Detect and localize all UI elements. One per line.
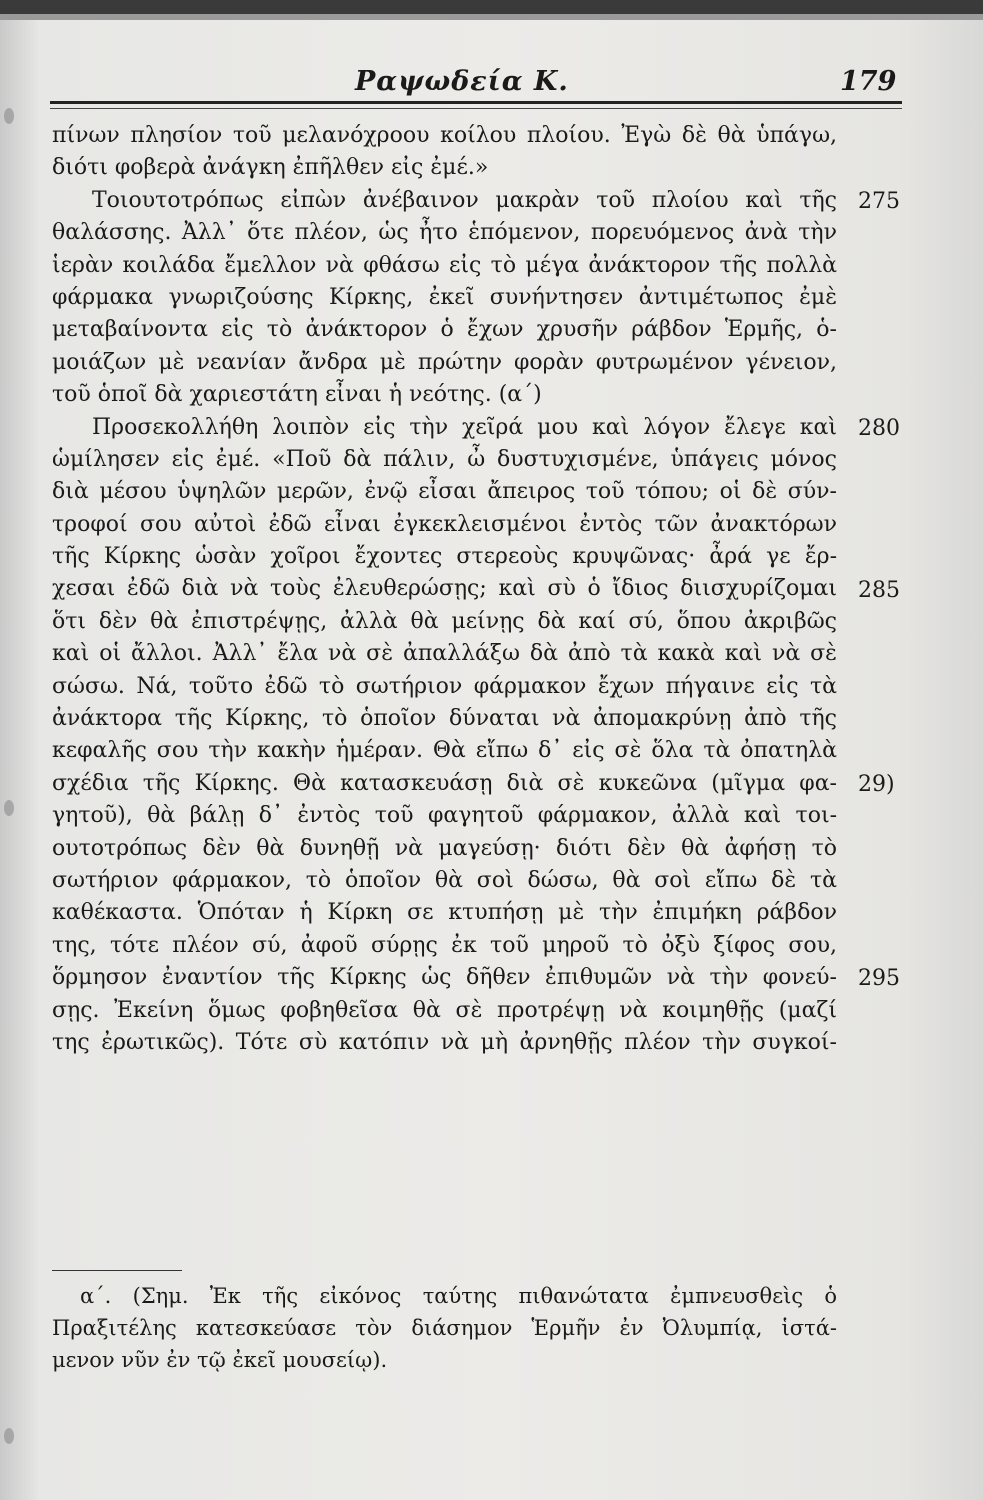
footnote-line: μενον νῦν ἐν τῷ ἐκεῖ μουσείῳ). [52,1348,388,1372]
binding-hole-mark [4,108,14,124]
text-line: φάρμακα γνωριζούσης Κίρκης, ἐκεῖ συνήντησεν ἀντιμέτωπος ἐμὲ [52,284,837,310]
text-line: της, τότε πλέον σύ, ἀφοῦ σύρῃς ἐκ τοῦ μηροῦ τὸ ὀξὺ ξίφος σου, [52,932,837,958]
text-line: ἀνάκτορα τῆς Κίρκης, τὸ ὁποῖον δύναται νὰ ἀπομακρύνῃ ἀπὸ τῆς [52,706,837,732]
binding-hole-mark [4,1428,14,1444]
text-line: γητοῦ), θὰ βάλῃ δ᾽ ἐντὸς τοῦ φαγητοῦ φάρμακον, ἀλλὰ καὶ τοι- [52,803,837,829]
text-line: μοιάζων μὲ νεανίαν ἄνδρα μὲ πρώτην φορὰν φυτρωμένον γένειον, [52,349,837,375]
text-line: σωτήριον φάρμακον, τὸ ὁποῖον θὰ σοὶ δώσω, θὰ σοὶ εἴπω δὲ τὰ [52,867,837,893]
scan-top-shadow [0,14,983,20]
footnote [52,1280,837,1376]
text-line: καὶ οἱ ἄλλοι. Ἀλλ᾽ ἔλα νὰ σὲ ἀπαλλάξω δὰ ἀπὸ τὰ κακὰ καὶ νὰ σὲ [52,641,837,667]
text-line: ὡμίλησεν εἰς ἐμέ. «Ποῦ δὰ πάλιν, ὦ δυστυχισμένε, ὑπάγεις μόνος [52,446,837,472]
line-number: 295 [858,966,900,992]
line-number: 29) [858,772,895,797]
running-header-title: Ραψωδεία Κ. [355,66,569,97]
text-line: τοῦ ὁποῖ δὰ χαριεστάτη εἶναι ἡ νεότης. (α΄) [52,382,542,408]
text-line: της ἐρωτικῶς). Τότε σὺ κατόπιν νὰ μὴ ἀρνηθῇς πλέον τὴν συγκοί- [52,1029,837,1055]
page-number: 179 [840,66,897,97]
text-line: Προσεκολλήθη λοιπὸν εἰς τὴν χεῖρά μου καὶ λόγον ἔλεγε καὶ [92,414,837,440]
text-line: σώσω. Νά, τοῦτο ἐδῶ τὸ σωτήριον φάρμακον ἔχων πήγαινε εἰς τὰ [52,673,837,699]
header-rule-thick [50,101,902,104]
line-number: 280 [858,415,900,441]
text-line: ὅτι δὲν θὰ ἐπιστρέψῃς, ἀλλὰ θὰ μείνῃς δὰ καί σύ, ὅπου ἀκριβῶς [52,608,837,634]
text-line: Τοιουτοτρόπως εἰπὼν ἀνέβαινον μακρὰν τοῦ πλοίου καὶ τῆς [92,187,837,213]
line-number: 275 [858,188,900,214]
text-line: χεσαι ἐδῶ διὰ νὰ τοὺς ἐλευθερώσῃς; καὶ σὺ ὁ ἴδιος διισχυρίζομαι [52,576,837,602]
text-line: τροφοί σου αὐτοὶ ἐδῶ εἶναι ἐγκεκλεισμένοι ἐντὸς τῶν ἀνακτόρων [52,511,837,537]
text-line: καθέκαστα. Ὁπόταν ἡ Κίρκη σε κτυπήσῃ μὲ τὴν ἐπιμήκη ράβδον [52,900,837,926]
text-line: ἱερὰν κοιλάδα ἔμελλον νὰ φθάσω εἰς τὸ μέγα ἀνάκτορον τῆς πολλὰ [52,252,837,278]
text-line: ὅρμησον ἐναντίον τῆς Κίρκης ὡς δῆθεν ἐπιθυμῶν νὰ τὴν φονεύ- [52,965,837,991]
text-line: πίνων πλησίον τοῦ μελανόχροου κοίλου πλοίου. Ἐγὼ δὲ θὰ ὑπάγω, [52,123,837,148]
text-line: θαλάσσης. Ἀλλ᾽ ὅτε πλέον, ὡς ἦτο ἑπόμενον, πορευόμενος ἀνὰ τὴν [52,220,837,246]
text-line: σῃς. Ἐκείνη ὅμως φοβηθεῖσα θὰ σὲ προτρέψῃ νὰ κοιμηθῇς (μαζί [52,997,837,1023]
footnote-line: α΄. (Σημ. Ἐκ τῆς εἰκόνος ταύτης πιθανώτατα ἐμπνευσθεὶς ὁ [80,1284,837,1308]
line-number: 285 [858,577,900,603]
body-text [52,120,837,1059]
text-line: μεταβαίνοντα εἰς τὸ ἀνάκτορον ὁ ἔχων χρυσῆν ράβδον Ἑρμῆς, ὁ- [52,317,837,343]
text-line: ουτοτρόπως δὲν θὰ δυνηθῇ νὰ μαγεύσῃ· διότι δὲν θὰ ἀφήσῃ τὸ [52,835,837,861]
scan-top-edge [0,0,983,14]
binding-hole-mark [4,800,14,816]
text-line: κεφαλῆς σου τὴν κακὴν ἡμέραν. Θὰ εἴπω δ᾽ εἰς σὲ ὅλα τὰ ὀπατηλὰ [52,738,837,764]
text-line: διὰ μέσου ὑψηλῶν μερῶν, ἐνῷ εἶσαι ἄπειρος τοῦ τόπου; οἱ δὲ σύν- [52,479,837,505]
footnote-line: Πραξιτέλης κατεσκεύασε τὸν διάσημον Ἑρμῆν ἐν Ὀλυμπίᾳ, ἱστά- [52,1316,837,1340]
footnote-rule [52,1270,182,1271]
header-rule-thin [50,108,902,109]
text-line: σχέδια τῆς Κίρκης. Θὰ κατασκευάσῃ διὰ σὲ κυκεῶνα (μῖγμα φα- [52,770,837,796]
text-line: διότι φοβερὰ ἀνάγκη ἐπῆλθεν εἰς ἐμέ.» [52,155,489,181]
text-line: τῆς Κίρκης ὡσὰν χοῖροι ἔχοντες στερεοὺς κρυψῶνας· ἆρά γε ἔρ- [52,544,837,570]
